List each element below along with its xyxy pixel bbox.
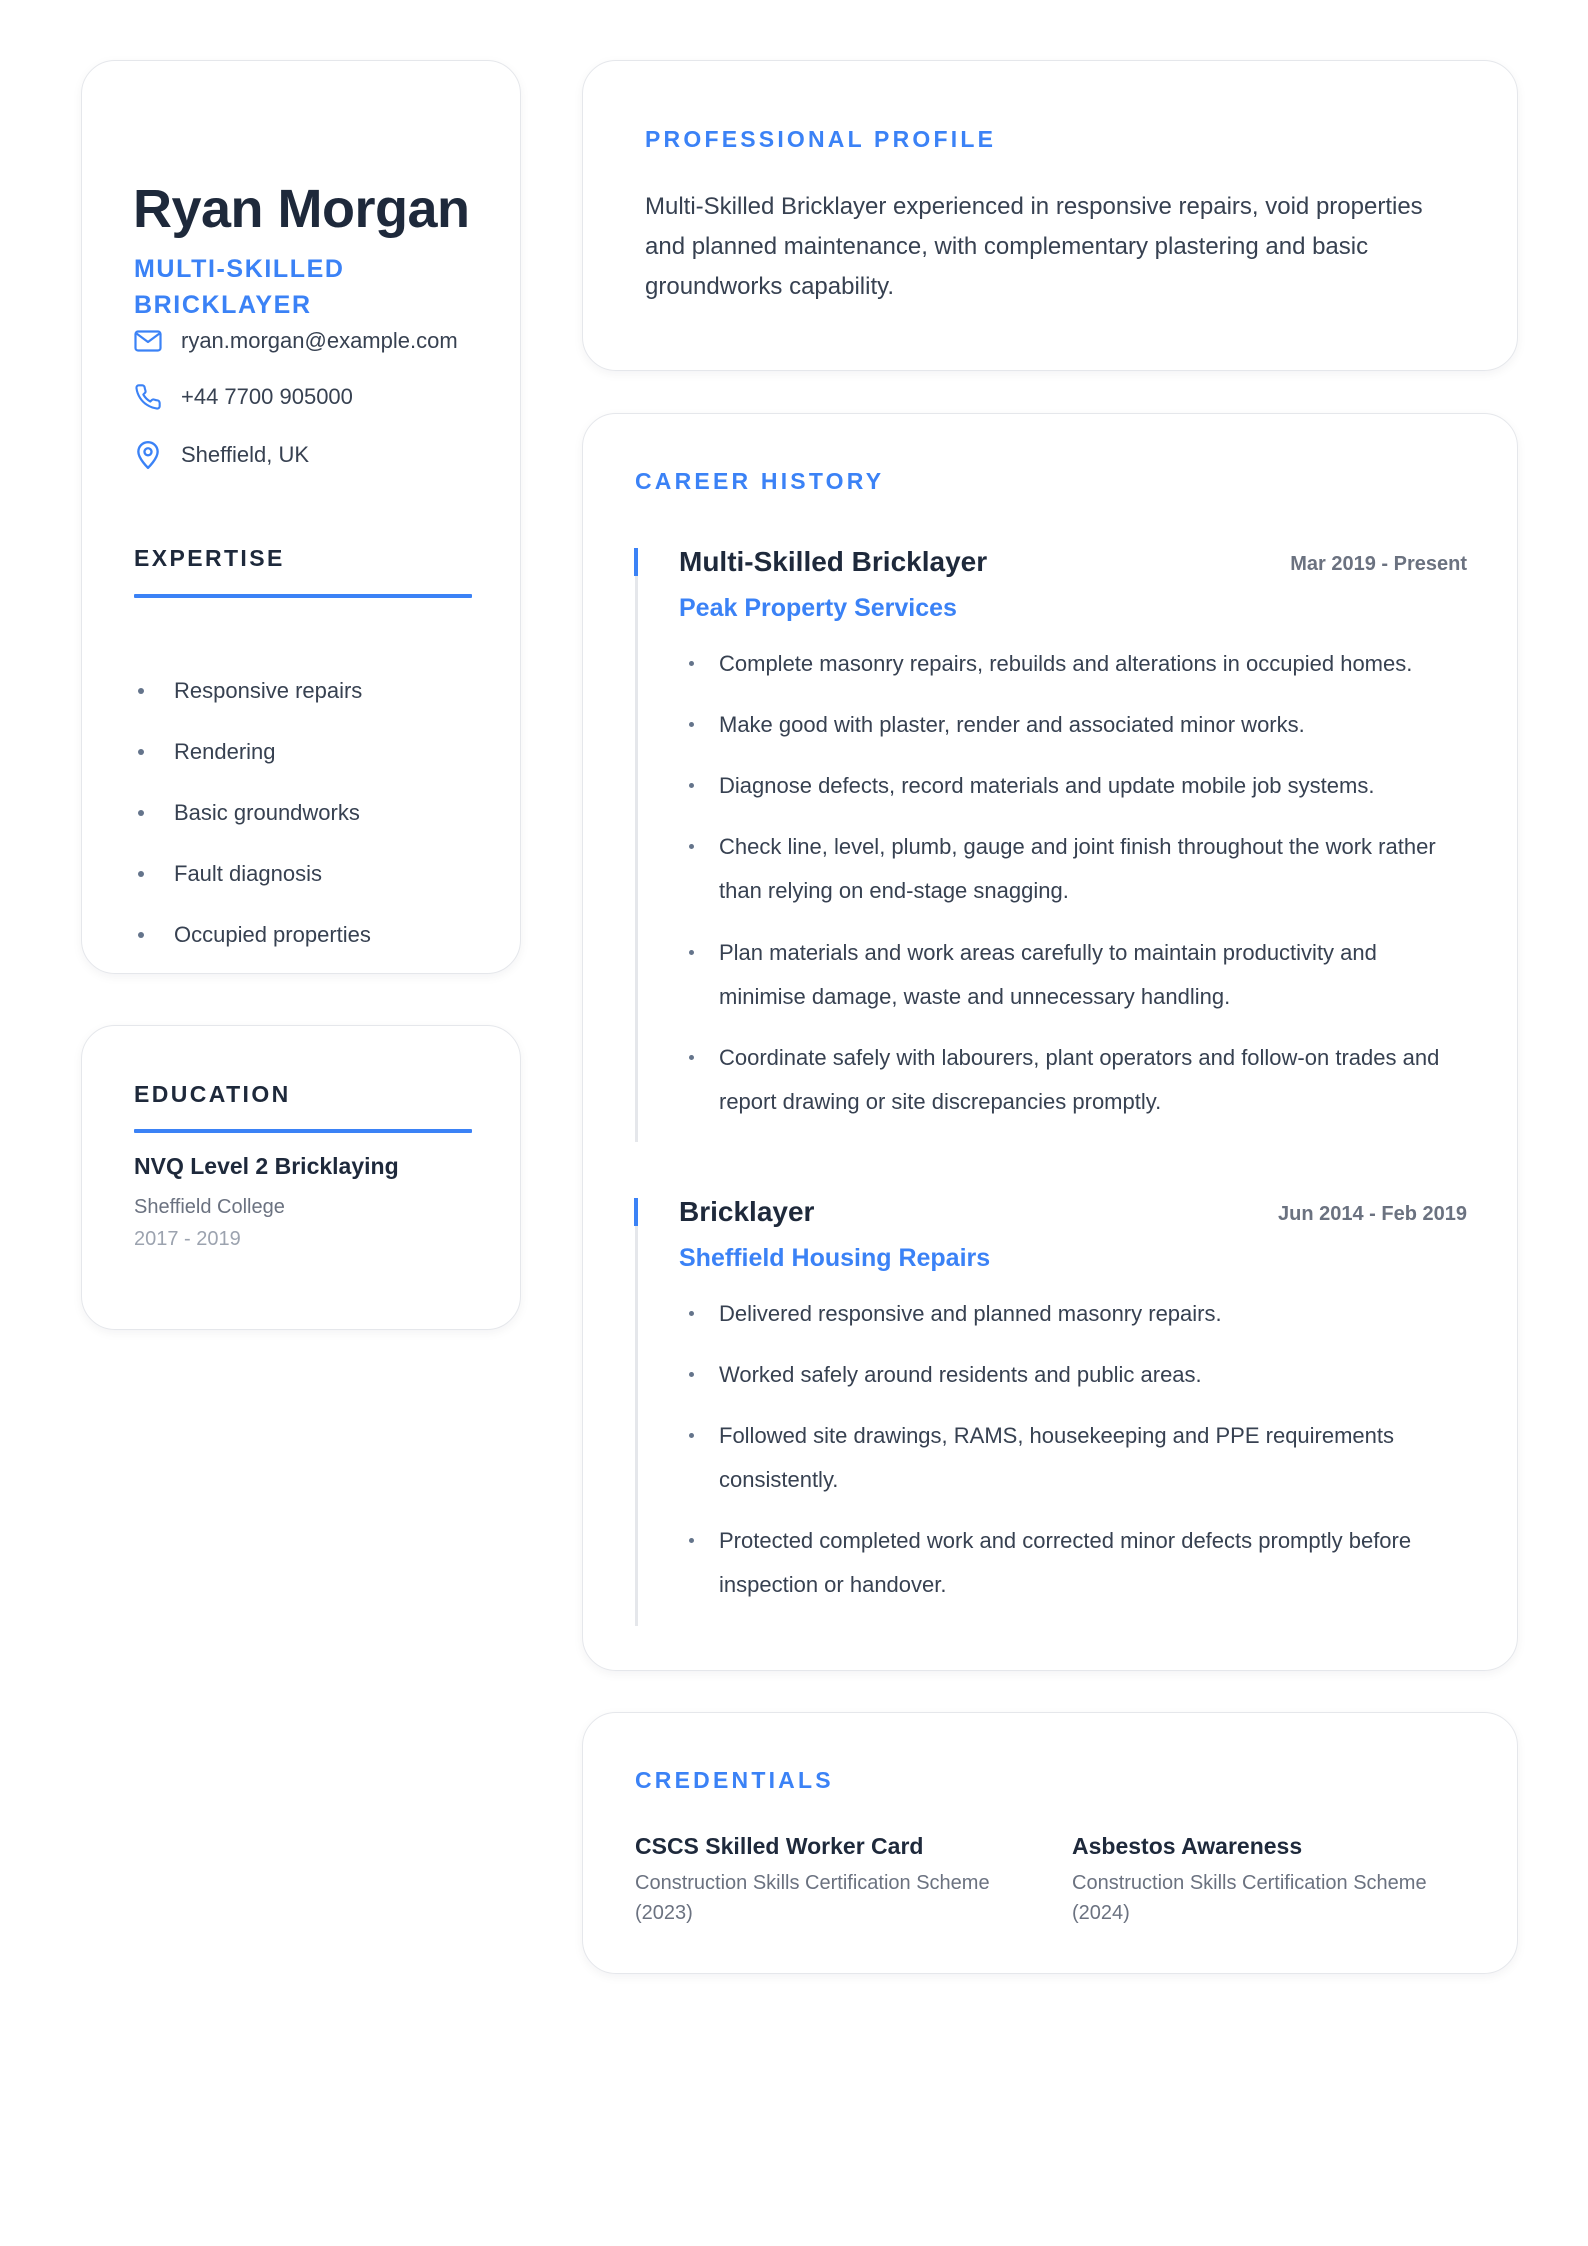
credentials-card: [582, 1712, 1518, 1974]
expertise-heading: EXPERTISE: [134, 545, 285, 571]
education-heading: EDUCATION: [134, 1081, 291, 1107]
job-bullet: Diagnose defects, record materials and update mobile job systems.: [679, 764, 1459, 808]
credential-issuer: Construction Skills Certification Scheme (2024): [1072, 1872, 1427, 1924]
profile-card: [81, 60, 521, 974]
candidate-role: MULTI-SKILLED BRICKLAYER: [134, 255, 345, 319]
expertise-item: Rendering: [134, 734, 276, 770]
education-degree: NVQ Level 2 Bricklaying: [134, 1153, 399, 1179]
candidate-name: Ryan Morgan: [133, 179, 470, 239]
job-dates: Mar 2019 - Present: [1290, 553, 1467, 575]
job-bullet: Plan materials and work areas carefully to maintain productivity and minimise damage, waste and unnecessary handling.: [679, 931, 1459, 1019]
expertise-divider: [134, 594, 472, 598]
expertise-item: Occupied properties: [134, 917, 371, 953]
job-timeline-line: [635, 548, 638, 1142]
education-years: 2017 - 2019: [134, 1228, 241, 1250]
credential-issuer: Construction Skills Certification Scheme (2023): [635, 1872, 990, 1924]
education-school: Sheffield College: [134, 1196, 285, 1218]
phone-text: +44 7700 905000: [181, 384, 353, 409]
expertise-item: Responsive repairs: [134, 673, 362, 709]
job-bullet: Check line, level, plumb, gauge and joint finish throughout the work rather than relying on end-stage snagging.: [679, 825, 1459, 913]
contact-email[interactable]: [133, 324, 458, 358]
job-accent-marker: [634, 548, 638, 576]
contact-location: [133, 438, 309, 472]
professional-profile-card: [582, 60, 1518, 371]
location-text: Sheffield, UK: [181, 442, 310, 467]
credentials-heading: CREDENTIALS: [635, 1767, 834, 1793]
location-pin-icon: [133, 440, 163, 470]
job-company: Peak Property Services: [679, 594, 957, 622]
job-bullet: Followed site drawings, RAMS, housekeeping and PPE requirements consistently.: [679, 1414, 1459, 1502]
job-bullet: Coordinate safely with labourers, plant operators and follow-on trades and report drawing or site discrepancies promptly.: [679, 1036, 1459, 1124]
job-company: Sheffield Housing Repairs: [679, 1244, 991, 1272]
mail-icon: [133, 326, 163, 356]
job-bullet: Delivered responsive and planned masonry repairs.: [679, 1292, 1459, 1336]
career-history-card: [582, 413, 1518, 1671]
credential-title: Asbestos Awareness: [1072, 1833, 1303, 1859]
education-divider: [134, 1129, 472, 1133]
email-text: ryan.morgan@example.com: [181, 328, 458, 353]
profile-summary: Multi-Skilled Bricklayer experienced in responsive repairs, void properties and planned maintenance, with complementary plastering and basic groundworks capability.: [645, 193, 1423, 300]
phone-icon: [133, 382, 163, 412]
job-title: Bricklayer: [679, 1196, 815, 1227]
job-bullet: Make good with plaster, render and associated minor works.: [679, 703, 1459, 747]
job-bullet: Worked safely around residents and public areas.: [679, 1353, 1459, 1397]
career-heading: CAREER HISTORY: [635, 468, 885, 494]
education-card: [81, 1025, 521, 1330]
profile-heading: PROFESSIONAL PROFILE: [645, 126, 997, 152]
expertise-item: Basic groundworks: [134, 795, 360, 831]
expertise-item: Fault diagnosis: [134, 856, 322, 892]
contact-phone[interactable]: [133, 380, 353, 414]
job-bullet: Protected completed work and corrected minor defects promptly before inspection or handover.: [679, 1519, 1459, 1607]
job-bullet: Complete masonry repairs, rebuilds and alterations in occupied homes.: [679, 642, 1459, 686]
job-dates: Jun 2014 - Feb 2019: [1278, 1203, 1467, 1225]
job-title: Multi-Skilled Bricklayer: [679, 546, 988, 577]
credential-title: CSCS Skilled Worker Card: [635, 1833, 924, 1859]
job-timeline-line: [635, 1198, 638, 1626]
job-accent-marker: [634, 1198, 638, 1226]
